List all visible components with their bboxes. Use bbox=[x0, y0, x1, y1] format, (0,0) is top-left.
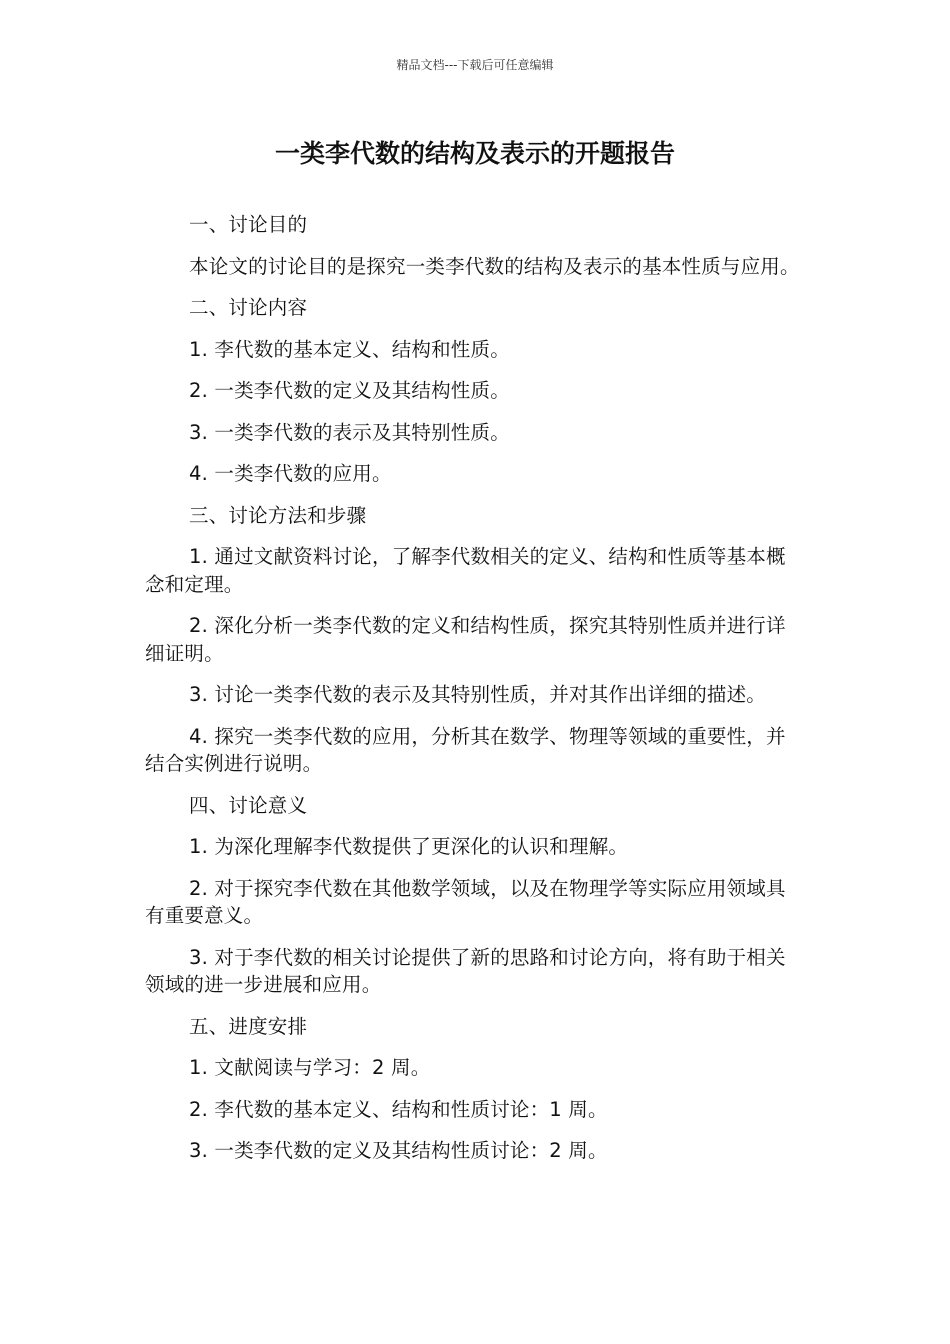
list-item: 1. 为深化理解李代数提供了更深化的认识和理解。 bbox=[189, 835, 629, 858]
list-item: 1. 通过文献资料讨论，了解李代数相关的定义、结构和性质等基本概念和定理。 bbox=[145, 545, 786, 596]
list-item: 2. 深化分析一类李代数的定义和结构性质，探究其特别性质并进行详细证明。 bbox=[145, 614, 786, 665]
list-item: 2. 李代数的基本定义、结构和性质讨论：1 周。 bbox=[189, 1097, 608, 1121]
document-title: 一类李代数的结构及表示的开题报告 bbox=[274, 139, 675, 168]
list-item: 1. 文献阅读与学习：2 周。 bbox=[189, 1056, 431, 1079]
section-heading-methods: 三、讨论方法和步骤 bbox=[189, 503, 367, 527]
list-item: 3. 一类李代数的定义及其结构性质讨论：2 周。 bbox=[189, 1139, 608, 1162]
list-item: 4. 探究一类李代数的应用，分析其在数学、物理等领域的重要性，并结合实例进行说明。 bbox=[145, 724, 786, 775]
list-item: 3. 一类李代数的表示及其特别性质。 bbox=[189, 420, 510, 444]
paragraph: 本论文的讨论目的是探究一类李代数的结构及表示的基本性质与应用。 bbox=[189, 254, 800, 278]
section-heading-significance: 四、讨论意义 bbox=[189, 793, 308, 817]
list-item: 1. 李代数的基本定义、结构和性质。 bbox=[189, 337, 510, 361]
list-item: 3. 讨论一类李代数的表示及其特别性质，并对其作出详细的描述。 bbox=[189, 683, 767, 706]
list-item: 2. 对于探究李代数在其他数学领域，以及在物理学等实际应用领域具有重要意义。 bbox=[145, 876, 786, 927]
list-item: 2. 一类李代数的定义及其结构性质。 bbox=[189, 379, 510, 402]
section-heading-purpose: 一、讨论目的 bbox=[189, 213, 308, 236]
section-heading-schedule: 五、进度安排 bbox=[189, 1014, 308, 1038]
list-item: 4. 一类李代数的应用。 bbox=[189, 462, 392, 485]
document-body bbox=[145, 211, 805, 1179]
header-note: 精品文档---下载后可任意编辑 bbox=[396, 58, 554, 72]
list-item: 3. 对于李代数的相关讨论提供了新的思路和讨论方向，将有助于相关领域的进一步进展和应用。 bbox=[145, 945, 786, 996]
section-heading-content: 二、讨论内容 bbox=[189, 296, 308, 319]
